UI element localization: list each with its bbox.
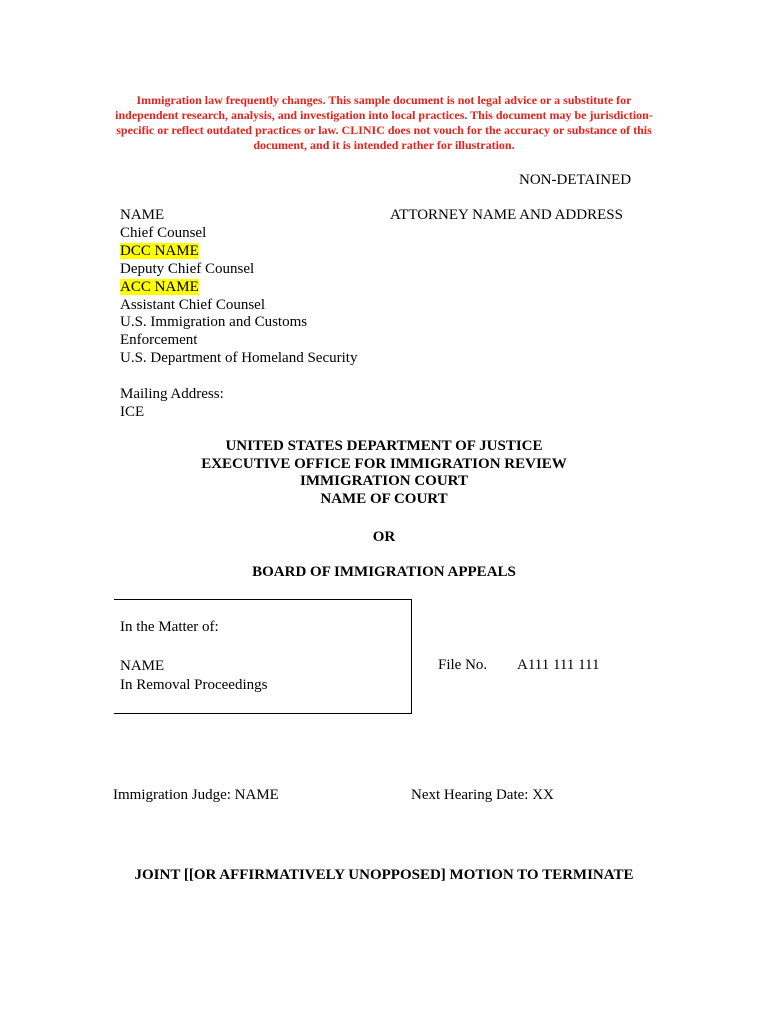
disclaimer-notice: Immigration law frequently changes. This sample document is not legal advice or a substitute for independent research, analysis, and investigation into local practices. This document may be jurisdiction-specific or reflect outdated practices or law. CLINIC does not vouch for the accuracy or substance of this document, and it is intended rather for illustration.: [115, 93, 653, 152]
counsel-block: [120, 207, 380, 368]
file-number-value: A111 111 111: [517, 657, 600, 673]
respondent-name: NAME: [120, 658, 165, 674]
attorney-name-address: ATTORNEY NAME AND ADDRESS: [390, 207, 623, 223]
agency-line-1: U.S. Immigration and Customs: [120, 314, 308, 331]
mailing-address-block: [120, 386, 224, 422]
acc-name-highlight: ACC NAME: [120, 278, 199, 295]
acc-title: Assistant Chief Counsel: [120, 296, 265, 313]
proceedings-type: In Removal Proceedings: [120, 677, 268, 693]
motion-title: JOINT [[OR AFFIRMATIVELY UNOPPOSED] MOTION TO TERMINATE: [134, 867, 634, 883]
agency-line-2: Enforcement: [120, 332, 198, 349]
matter-respondent: [120, 657, 267, 695]
immigration-judge: Immigration Judge: NAME: [113, 787, 279, 803]
department-line: U.S. Department of Homeland Security: [120, 350, 358, 367]
dcc-name-highlight: DCC NAME: [120, 242, 199, 259]
chief-counsel-title: Chief Counsel: [120, 224, 207, 241]
dcc-title: Deputy Chief Counsel: [120, 260, 255, 277]
court-line-4: NAME OF COURT: [320, 490, 448, 507]
court-line-3: IMMIGRATION COURT: [300, 473, 468, 489]
next-hearing-date: Next Hearing Date: XX: [411, 787, 554, 803]
court-line-1: UNITED STATES DEPARTMENT OF JUSTICE: [225, 438, 543, 454]
matter-label: In the Matter of:: [120, 619, 219, 635]
bia-heading: BOARD OF IMMIGRATION APPEALS: [252, 564, 516, 580]
chief-counsel-name: NAME: [120, 207, 165, 223]
mailing-label: Mailing Address:: [120, 386, 224, 402]
mailing-value: ICE: [120, 403, 145, 420]
or-separator: OR: [372, 529, 396, 545]
court-line-2: EXECUTIVE OFFICE FOR IMMIGRATION REVIEW: [201, 455, 567, 472]
file-number-label: File No.: [438, 657, 488, 673]
detention-status: NON-DETAINED: [519, 172, 632, 188]
court-heading: [0, 438, 768, 508]
